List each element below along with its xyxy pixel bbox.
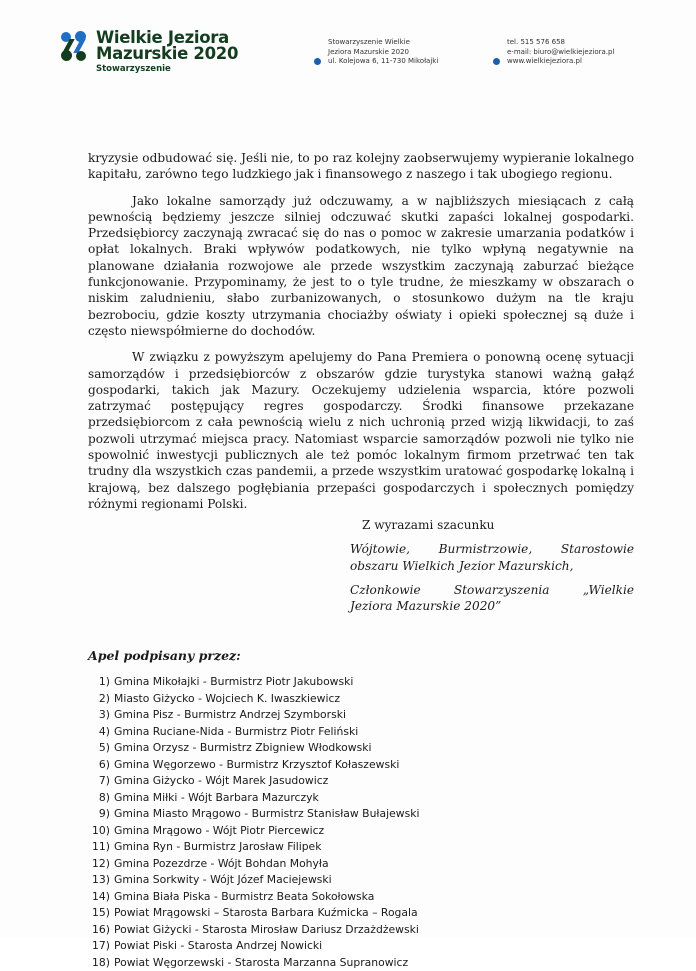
sig1-line-2: obszaru Wielkich Jezior Mazurskich, [350, 558, 634, 574]
paragraph-1: kryzysie odbudować się. Jeśli nie, to po raz kolejny zaobserwujemy wypieranie lokalnego kapitału, zarówno tego ludzkiego jak i finansowego z naszego i tak ubogiego regionu. [88, 150, 634, 183]
contact-email[interactable]: e-mail: biuro@wielkiejeziora.pl [507, 48, 614, 58]
logo-title-line2: Mazurskie 2020 [96, 46, 238, 62]
signature-officials [350, 541, 634, 574]
sig2-line-2: Jeziora Mazurskie 2020” [350, 598, 634, 614]
address-line-1: Stowarzyszenie Wielkie [328, 38, 438, 48]
address-line-2: Jeziora Mazurskie 2020 [328, 48, 438, 58]
signer-item: 12) Gmina Pozezdrze - Wójt Bohdan Mohyła [84, 856, 419, 873]
closing-block [350, 517, 634, 622]
signed-by-heading: Apel podpisany przez: [88, 648, 241, 663]
signer-item: 2) Miasto Giżycko - Wojciech K. Iwaszkiewicz [84, 691, 419, 708]
signer-item: 14) Gmina Biała Piska - Burmistrz Beata Sokołowska [84, 889, 419, 906]
sig1-word-2: Burmistrzowie, [439, 541, 533, 557]
paragraph-2: Jako lokalne samorządy już odczuwamy, a w najbliższych miesiącach z całą pewnością będziemy jeszcze silniej odczuwać skutki zapaści lokalnej gospodarki. Przedsiębiorcy zaczynają zwracać się do nas o pomoc w zakresie umarzania podatków i opłat lokalnych. Braki wpływów podatkowych, nie tylko wpłyną negatywnie na planowane działania rozwojowe ale przede wszystkim zaczynają zaburzać bieżące funkcjonowanie. Przypominamy, że jest to o tyle trudne, że mieszkamy w obszarach o niskim zaludnieniu, słabo zurbanizowanych, o stosunkowo dużym na tle kraju bezrobociu, gdzie koszty utrzymania chociażby oświaty i opieki społecznej są duże i często niewspółmierne do dochodów. [88, 193, 634, 340]
address-block [328, 38, 438, 67]
signer-item: 4) Gmina Ruciane-Nida - Burmistrz Piotr Feliński [84, 724, 419, 741]
signer-item: 9) Gmina Miasto Mrągowo - Burmistrz Stanisław Bułajewski [84, 806, 419, 823]
signer-item: 8) Gmina Miłki - Wójt Barbara Mazurczyk [84, 790, 419, 807]
logo-mark-icon [60, 30, 90, 64]
bullet-dot-icon [493, 58, 500, 65]
signer-item: 6) Gmina Węgorzewo - Burmistrz Krzysztof Kołaszewski [84, 757, 419, 774]
logo-subtitle: Stowarzyszenie [96, 63, 238, 75]
signature-association [350, 582, 634, 615]
logo-text [96, 30, 238, 75]
signer-item: 15) Powiat Mrągowski – Starosta Barbara Kuźmicka – Rogala [84, 905, 419, 922]
signer-item: 11) Gmina Ryn - Burmistrz Jarosław Filipek [84, 839, 419, 856]
sig2-word-3: „Wielkie [583, 582, 634, 598]
closing-greeting: Z wyrazami szacunku [350, 517, 634, 533]
contact-website[interactable]: www.wielkiejeziora.pl [507, 57, 614, 67]
sig2-word-2: Stowarzyszenia [454, 582, 550, 598]
address-line-3: ul. Kolejowa 6, 11-730 Mikołajki [328, 57, 438, 67]
signer-item: 18) Powiat Węgorzewski - Starosta Marzanna Supranowicz [84, 955, 419, 971]
contact-block [507, 38, 614, 67]
sig2-word-1: Członkowie [350, 582, 421, 598]
sig1-word-3: Starostowie [561, 541, 634, 557]
contact-phone: tel. 515 576 658 [507, 38, 614, 48]
logo-title-line1: Wielkie Jeziora [96, 30, 238, 46]
signer-item: 1) Gmina Mikołajki - Burmistrz Piotr Jakubowski [84, 674, 419, 691]
paragraph-3: W związku z powyższym apelujemy do Pana Premiera o ponowną ocenę sytuacji samorządów i przedsiębiorców z obszarów gdzie turystyka stanowi ważną gałąź gospodarki, takich jak Mazury. Oczekujemy udzielenia wsparcia, które pozwoli zatrzymać postępujący regres gospodarczy. Środki finansowe przekazane przedsiębiorcom z cała pewnością wielu z nich uchronią przed wizją likwidacji, to zaś pozwoli utrzymać miejsca pracy. Natomiast wsparcie samorządów pozwoli nie tylko nie spowolnić inwestycji publicznych ale też pomóc lokalnym firmom przetrwać ten tak trudny dla wszystkich czas pandemii, a przede wszystkim uratować gospodarkę lokalną i krajową, bez dalszego pogłębiania przepaści gospodarczych i społecznych pomiędzy różnymi regionami Polski. [88, 349, 634, 512]
signer-item: 16) Powiat Giżycki - Starosta Mirosław Dariusz Drzażdżewski [84, 922, 419, 939]
letter-body [88, 150, 634, 522]
signer-item: 5) Gmina Orzysz - Burmistrz Zbigniew Włodkowski [84, 740, 419, 757]
bullet-dot-icon [314, 58, 321, 65]
signer-item: 3) Gmina Pisz - Burmistrz Andrzej Szymborski [84, 707, 419, 724]
signer-item: 13) Gmina Sorkwity - Wójt Józef Maciejewski [84, 872, 419, 889]
organization-logo [60, 30, 238, 75]
signers-list [84, 674, 419, 971]
signer-item: 10) Gmina Mrągowo - Wójt Piotr Piercewicz [84, 823, 419, 840]
sig1-word-1: Wójtowie, [350, 541, 410, 557]
signer-item: 17) Powiat Piski - Starosta Andrzej Nowicki [84, 938, 419, 955]
signer-item: 7) Gmina Giżycko - Wójt Marek Jasudowicz [84, 773, 419, 790]
